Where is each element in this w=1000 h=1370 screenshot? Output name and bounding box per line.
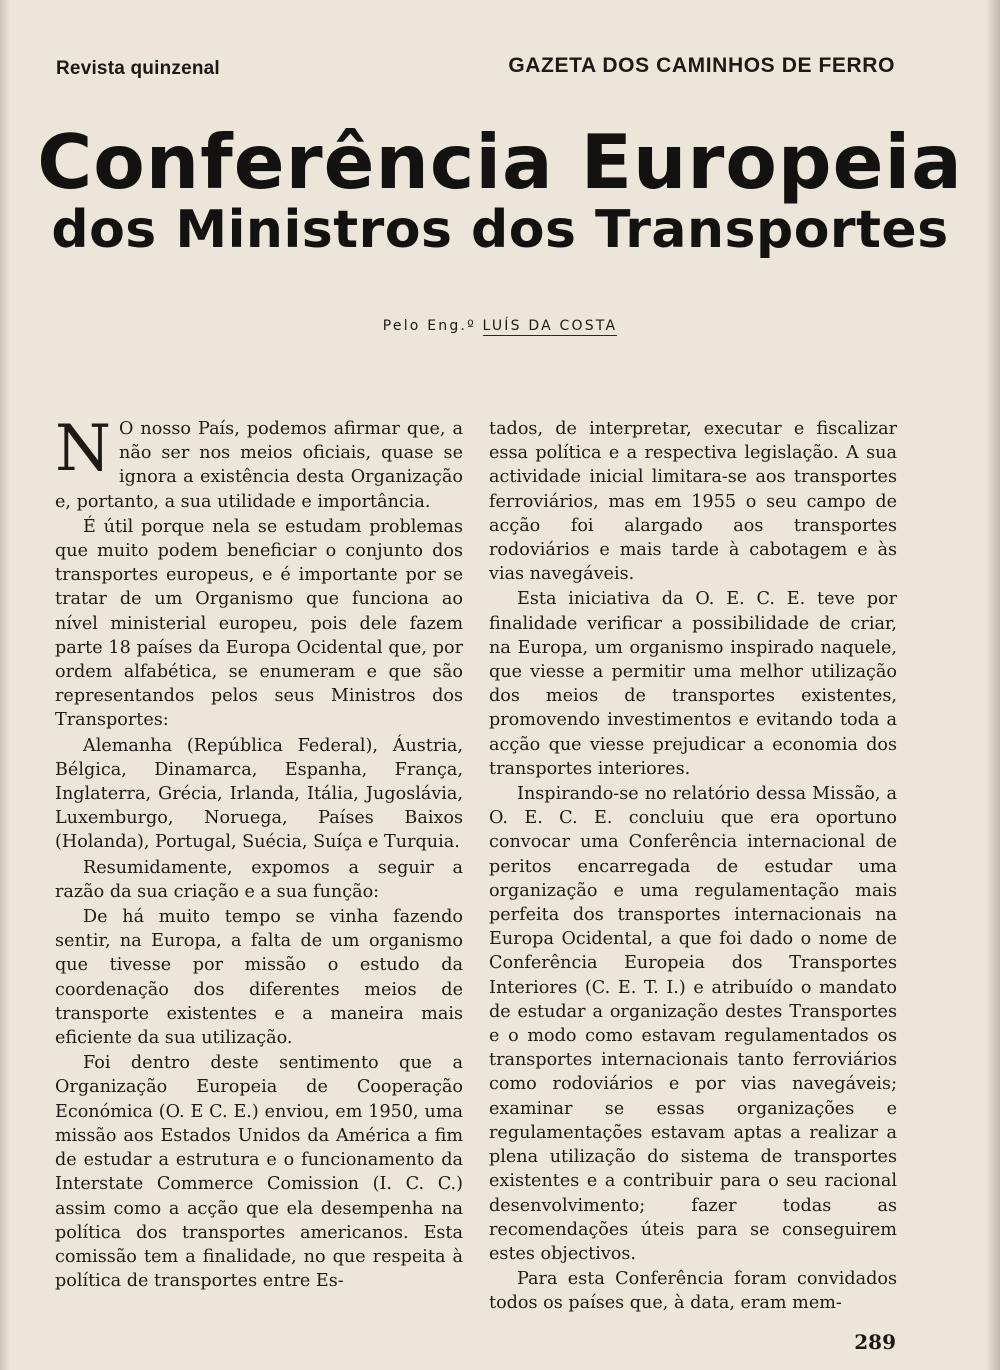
article-paragraph: Foi dentro deste sentimento que a Organização Europeia de Cooperação Económica (O. E C. E.) enviou, em 1950, uma missão aos Estados Unidos da América a fim de estudar a estrutura e o funcionamento da Interstate Commerce Comission (I. C. C.) assim como a acção que ela desempenha na política dos transportes americanos. Esta comissão tem a finalidade, no que respeita à política de transportes entre Es-	[55, 1053, 463, 1292]
article-title-line-1: Conferência Europeia	[37, 118, 963, 206]
byline-prefix: Pelo Eng.º	[382, 318, 476, 334]
byline-author: LUÍS DA COSTA	[482, 318, 618, 334]
article-paragraph: Alemanha (República Federal), Áustria, Bélgica, Dinamarca, Espanha, França, Inglaterra, Grécia, Irlanda, Itália, Jugoslávia, Luxemburgo, Noruega, Países Baixos (Holanda), Portugal, Suécia, Suíça e Turquia.	[55, 735, 463, 853]
article-title-line-2: dos Ministros dos Transportes	[51, 200, 949, 260]
paragraph-text: O nosso País, podemos afirmar que, a não ser nos meios oficiais, quase se ignora a existência desta Organização e, portanto, a sua utilidade e importância.	[55, 419, 463, 512]
article-paragraph: Para esta Conferência foram convidados todos os países que, à data, eram mem-	[489, 1269, 897, 1314]
article-column-left	[55, 412, 463, 1294]
article-column-right	[489, 417, 897, 1317]
article-paragraph: Esta iniciativa da O. E. C. E. teve por finalidade verificar a possibilidade de criar, na Europa, um organismo inspirado naquele, que viesse a permitir uma melhor utilização dos meios de transportes existentes, promovendo investimentos e evitando toda a acção que viesse prejudicar a economia dos transportes interiores.	[489, 589, 897, 779]
header-periodicity: Revista quinzenal	[56, 58, 220, 79]
article-paragraph	[55, 412, 463, 514]
article-paragraph: É útil porque nela se estudam problemas que muito podem beneficiar o conjunto dos transportes europeus, e é importante por se tratar de um Organismo que funciona ao nível ministerial europeu, pois dele fazem parte 18 países da Europa Ocidental que, por ordem alfabética, se enumeram e que são representandos pelos seus Ministros dos Transportes:	[55, 516, 463, 731]
article-paragraph: Resumidamente, expomos a seguir a razão da sua criação e a sua função:	[55, 857, 463, 902]
article-byline	[0, 318, 1000, 334]
drop-cap: N	[55, 412, 111, 486]
page-number: 289	[854, 1330, 896, 1354]
article-paragraph: Inspirando-se no relatório dessa Missão, a O. E. C. E. concluiu que era oportuno convocar uma Conferência internacional de peritos encarregada de estudar uma organização e uma regulamentação mais perfeita dos transportes internacionais na Europa Ocidental, a que foi dado o nome de Conferência Europeia dos Transportes Interiores (C. E. T. I.) e atribuído o mandato de estudar a organização destes Transportes e o modo como estavam regulamentados os transportes internacionais tanto ferroviários como rodoviários e por vias navegáveis; examinar se essas organizações e regulamentações estavam aptas a realizar a plena utilização do sistema de transportes existentes e a contribuir para o seu racional desenvolvimento; fazer todas as recomendações úteis para se conseguirem estes objectivos.	[489, 784, 897, 1264]
header-publication-name: GAZETA DOS CAMINHOS DE FERRO	[508, 54, 895, 77]
article-paragraph: De há muito tempo se vinha fazendo sentir, na Europa, a falta de um organismo que tivesse por missão o estudo da coordenação dos diferentes meios de transporte existentes e a maneira mais eficiente da sua utilização.	[55, 907, 463, 1049]
article-paragraph: tados, de interpretar, executar e fiscalizar essa política e a respectiva legislação. A sua actividade inicial limitara-se aos transportes ferroviários, mas em 1955 o seu campo de acção foi alargado aos transportes rodoviários e mais tarde à cabotagem e às vias navegáveis.	[489, 419, 897, 585]
